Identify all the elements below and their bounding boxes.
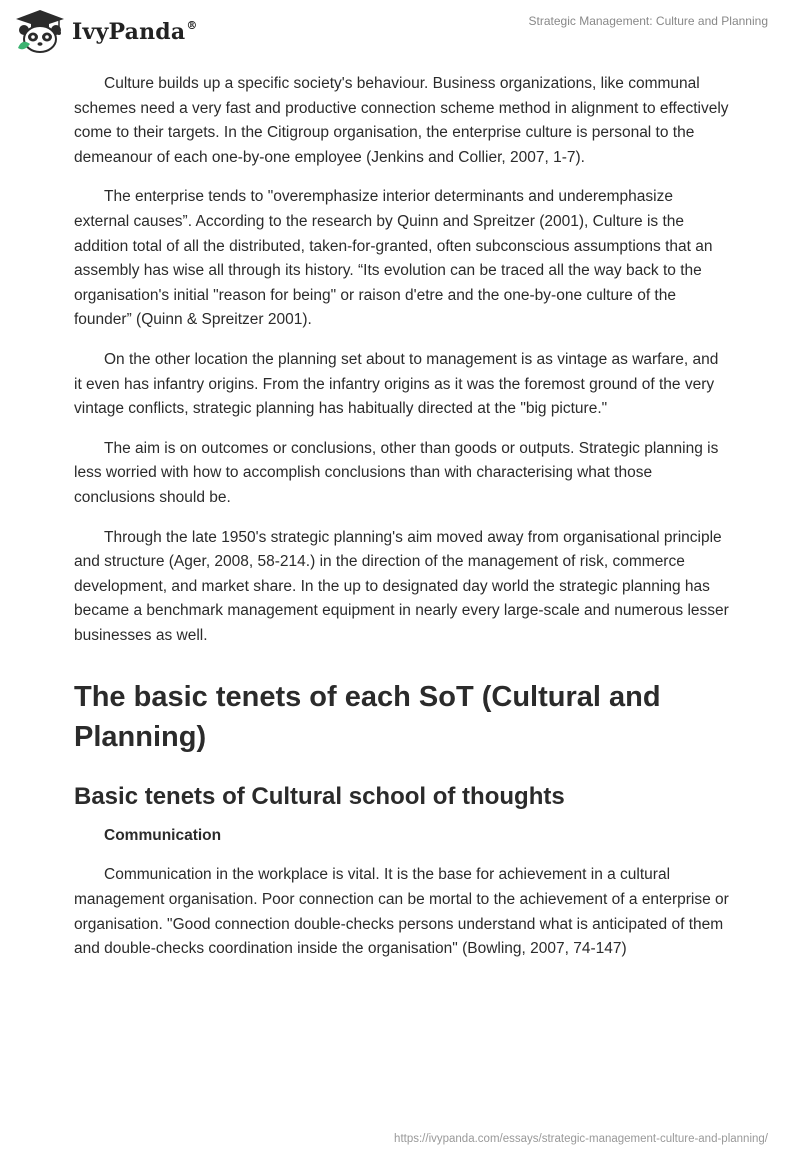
heading-cultural-school: Basic tenets of Cultural school of thoughts xyxy=(74,783,565,811)
paragraph-enterprise-tends: The enterprise tends to "overemphasize interior determinants and underemphasize external causes”. According to the research by Quinn and Spreitzer (2001), Culture is the addition total of all the distributed, taken-for-granted, often subconscious assumptions that an assembly has wise all through its history. “Its evolution can be traced all the way back to the organisation's initial "reason for being" or raison d'etre and the one-by-one culture of the founder” (Quinn & Spreitzer 2001). xyxy=(74,188,713,329)
page-header xyxy=(0,0,800,64)
paragraph-communication: Communication in the workplace is vital. It is the base for achievement in a cultural management organisation. Poor connection can be mortal to the achievement of a enterprise or organisation. "Good connection double-checks persons understand what is anticipated of them and double-checks coordination inside the organisation" (Bowling, 2007, 74-147) xyxy=(74,866,729,958)
source-url[interactable]: https://ivypanda.com/essays/strategic-management-culture-and-planning/ xyxy=(394,1133,768,1145)
heading-basic-tenets: The basic tenets of each SoT (Cultural and Planning) xyxy=(74,681,661,754)
heading-communication: Communication xyxy=(104,827,222,845)
article-body xyxy=(74,72,730,977)
document-title: Strategic Management: Culture and Planning xyxy=(528,14,768,28)
paragraph-aim-outcomes: The aim is on outcomes or conclusions, other than goods or outputs. Strategic planning is less worried with how to accomplish conclusions than with characterising what those conclusions should be. xyxy=(74,439,719,506)
brand-name: IvyPanda® xyxy=(72,18,198,45)
paragraph-planning-warfare: On the other location the planning set about to management is as vintage as warfare, and it even has infantry origins. From the infantry origins as it was the foremost ground of the very vintage conflicts, strategic planning has habitually directed at the "big picture." xyxy=(74,350,719,418)
paragraph-late-1950s: Through the late 1950's strategic planning's aim moved away from organisational principle and structure (Ager, 2008, 58-214.) in the direction of the management of risk, commerce development, and market share. In the up to designated day world the strategic planning has became a benchmark management equipment in nearly every large-scale and numerous lesser businesses as well. xyxy=(74,528,729,644)
brand-logo[interactable] xyxy=(14,8,198,56)
paragraph-culture-behaviour: Culture builds up a specific society's behaviour. Business organizations, like communal schemes need a very fast and productive connection scheme method in alignment to effectively come to their targets. In the Citigroup organisation, the enterprise culture is personal to the demeanour of each one-by-one employee (Jenkins and Collier, 2007, 1-7). xyxy=(74,75,729,166)
panda-graduate-icon xyxy=(14,8,66,56)
